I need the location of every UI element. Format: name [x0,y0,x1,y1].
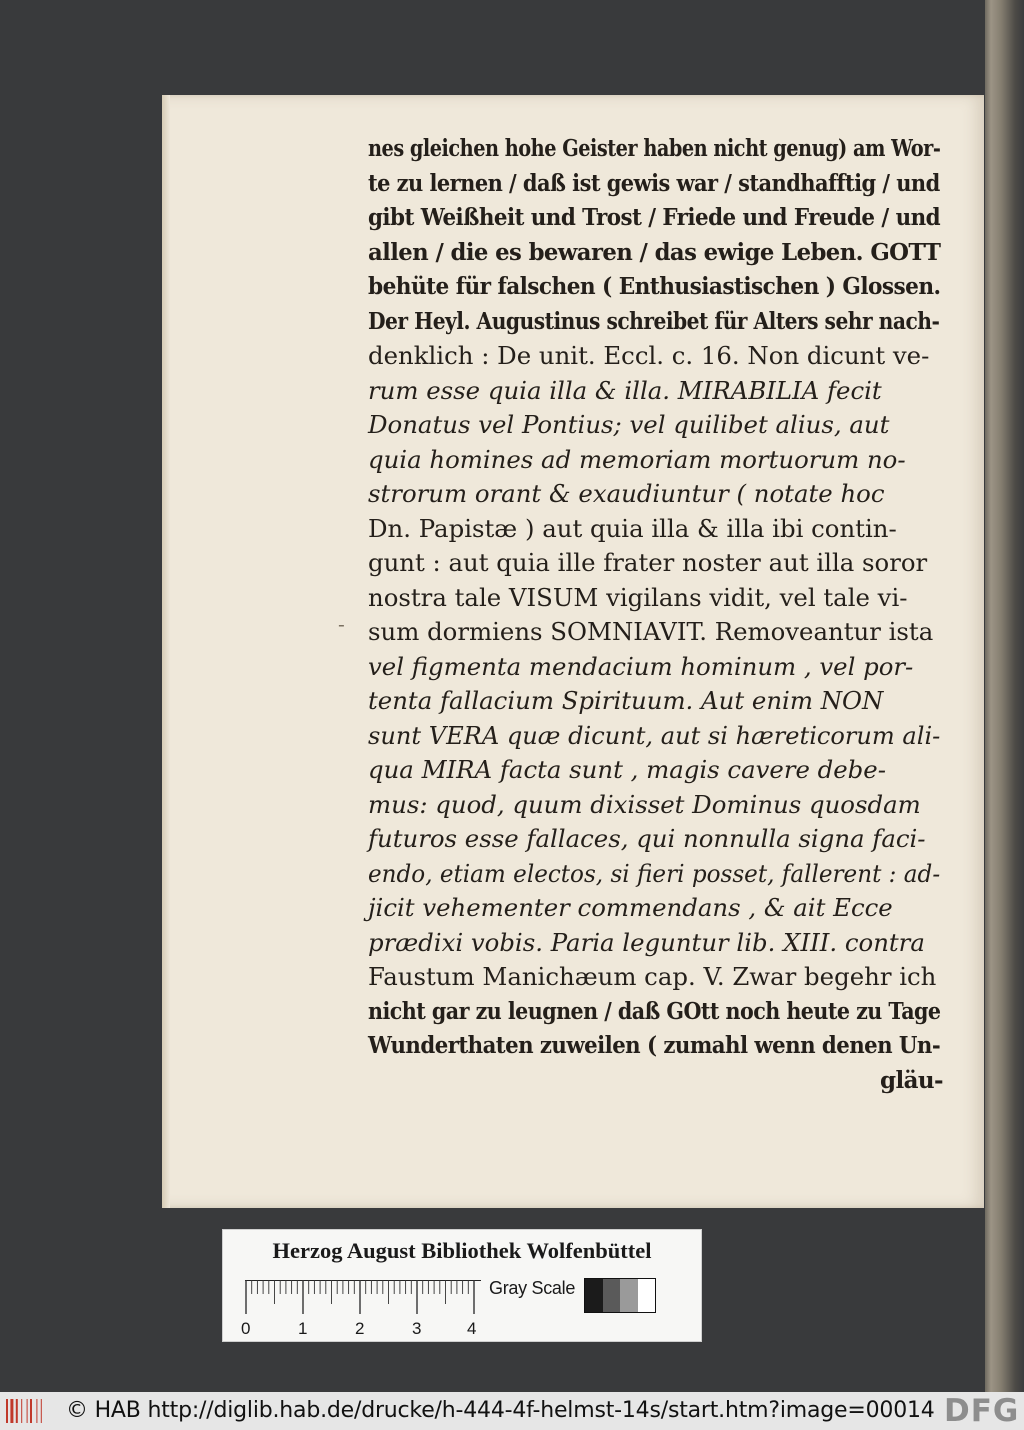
text-line: nostra tale VISUM vigilans vidit, vel tale vi- [368,582,908,612]
text-line: te zu lernen / daß ist gewis war / standhafftig / und [368,169,940,197]
text-line: qua MIRA facta sunt , magis cavere debe- [368,755,886,784]
ruler-number: 1 [298,1319,308,1338]
text-line: quia homines ad memoriam mortuorum no- [368,444,906,474]
barcode-bar [30,1399,32,1423]
barcode-bar [10,1399,13,1423]
ruler-number: 0 [241,1319,251,1338]
page-edge-shadow [162,95,170,1208]
text-line: vel figmenta mendacium hominum , vel por- [368,651,914,681]
barcode-bar [27,1399,28,1423]
page-text-block [368,132,943,1098]
ruler-ticks [245,1280,485,1316]
text-line: Faustum Manichæum cap. V. Zwar begehr ich [368,962,937,991]
gray-swatch [585,1279,603,1312]
ruler-number: 2 [355,1319,365,1338]
text-line: strorum orant & exaudiuntur ( notate hoc [368,479,885,508]
gray-swatch [620,1279,638,1312]
library-title: Herzog August Bibliothek Wolfenbüttel [272,1238,652,1263]
text-line: rum esse quia illa & illa. MIRABILIA fecit [368,375,882,405]
barcode-bar [6,1399,8,1423]
text-line: sunt VERA quæ dicunt, aut si hæreticorum ali- [368,720,941,750]
text-line: Der Heyl. Augustinus schreibet für Alters sehr nach- [368,307,940,335]
text-line: gläu- [880,1066,943,1094]
gray-scale-label: Gray Scale [489,1278,576,1298]
text-line: gibt Weißheit und Trost / Friede und Freude / und [368,204,941,231]
barcode-icon [6,1397,48,1429]
text-line: jicit vehementer commendans , & ait Ecce [368,893,893,922]
text-line: allen / die es bewaren / das ewige Leben. GOTT [368,238,941,266]
text-line: nes gleichen hohe Geister haben nicht genug) am Wor- [368,135,941,162]
text-line: endo, etiam electos, si fieri posset, fallerent : ad- [368,858,941,888]
text-line: denklich : De unit. Eccl. c. 16. Non dicunt ve- [368,341,930,370]
barcode-bar [36,1399,37,1423]
text-line: Wunderthaten zuweilen ( zumahl wenn denen Un- [368,1032,941,1059]
ruler-number: 3 [412,1319,422,1338]
text-line: sum dormiens SOMNIAVIT. Removeantur ista [368,617,934,646]
barcode-bar [16,1399,18,1423]
ruler [245,1280,485,1316]
margin-mark: - [338,612,345,636]
footer-url[interactable]: © HAB http://diglib.hab.de/drucke/h-444-4f-helmst-14s/start.htm?image=00014 [66,1398,935,1423]
text-line: gunt : aut quia ille frater noster aut illa soror [368,548,928,577]
text-line: mus: quod, quum dixisset Dominus quosdam [368,789,921,819]
gray-swatch [603,1279,621,1312]
gray-scale-swatch [584,1278,656,1313]
dfg-logo: DFG [944,1393,1020,1429]
text-line: behüte für falschen ( Enthusiastischen ) Glossen. [368,273,941,300]
text-line: nicht gar zu leugnen / daß GOtt noch heute zu Tage [368,997,941,1025]
ruler-number: 4 [467,1319,477,1338]
binding-edge [985,0,1024,1392]
text-line: futuros esse fallaces, qui nonnulla signa faci- [368,824,926,853]
text-line: Donatus vel Pontius; vel quilibet alius, aut [368,410,890,439]
text-line: tenta fallacium Spirituum. Aut enim NON [368,686,884,715]
text-line: prædixi vobis. Paria leguntur lib. XIII. contra [368,927,925,957]
barcode-bar [41,1399,42,1423]
barcode-bar [21,1399,22,1423]
gray-swatch [638,1279,656,1312]
text-line: Dn. Papistæ ) aut quia illa & illa ibi contin- [368,513,897,543]
